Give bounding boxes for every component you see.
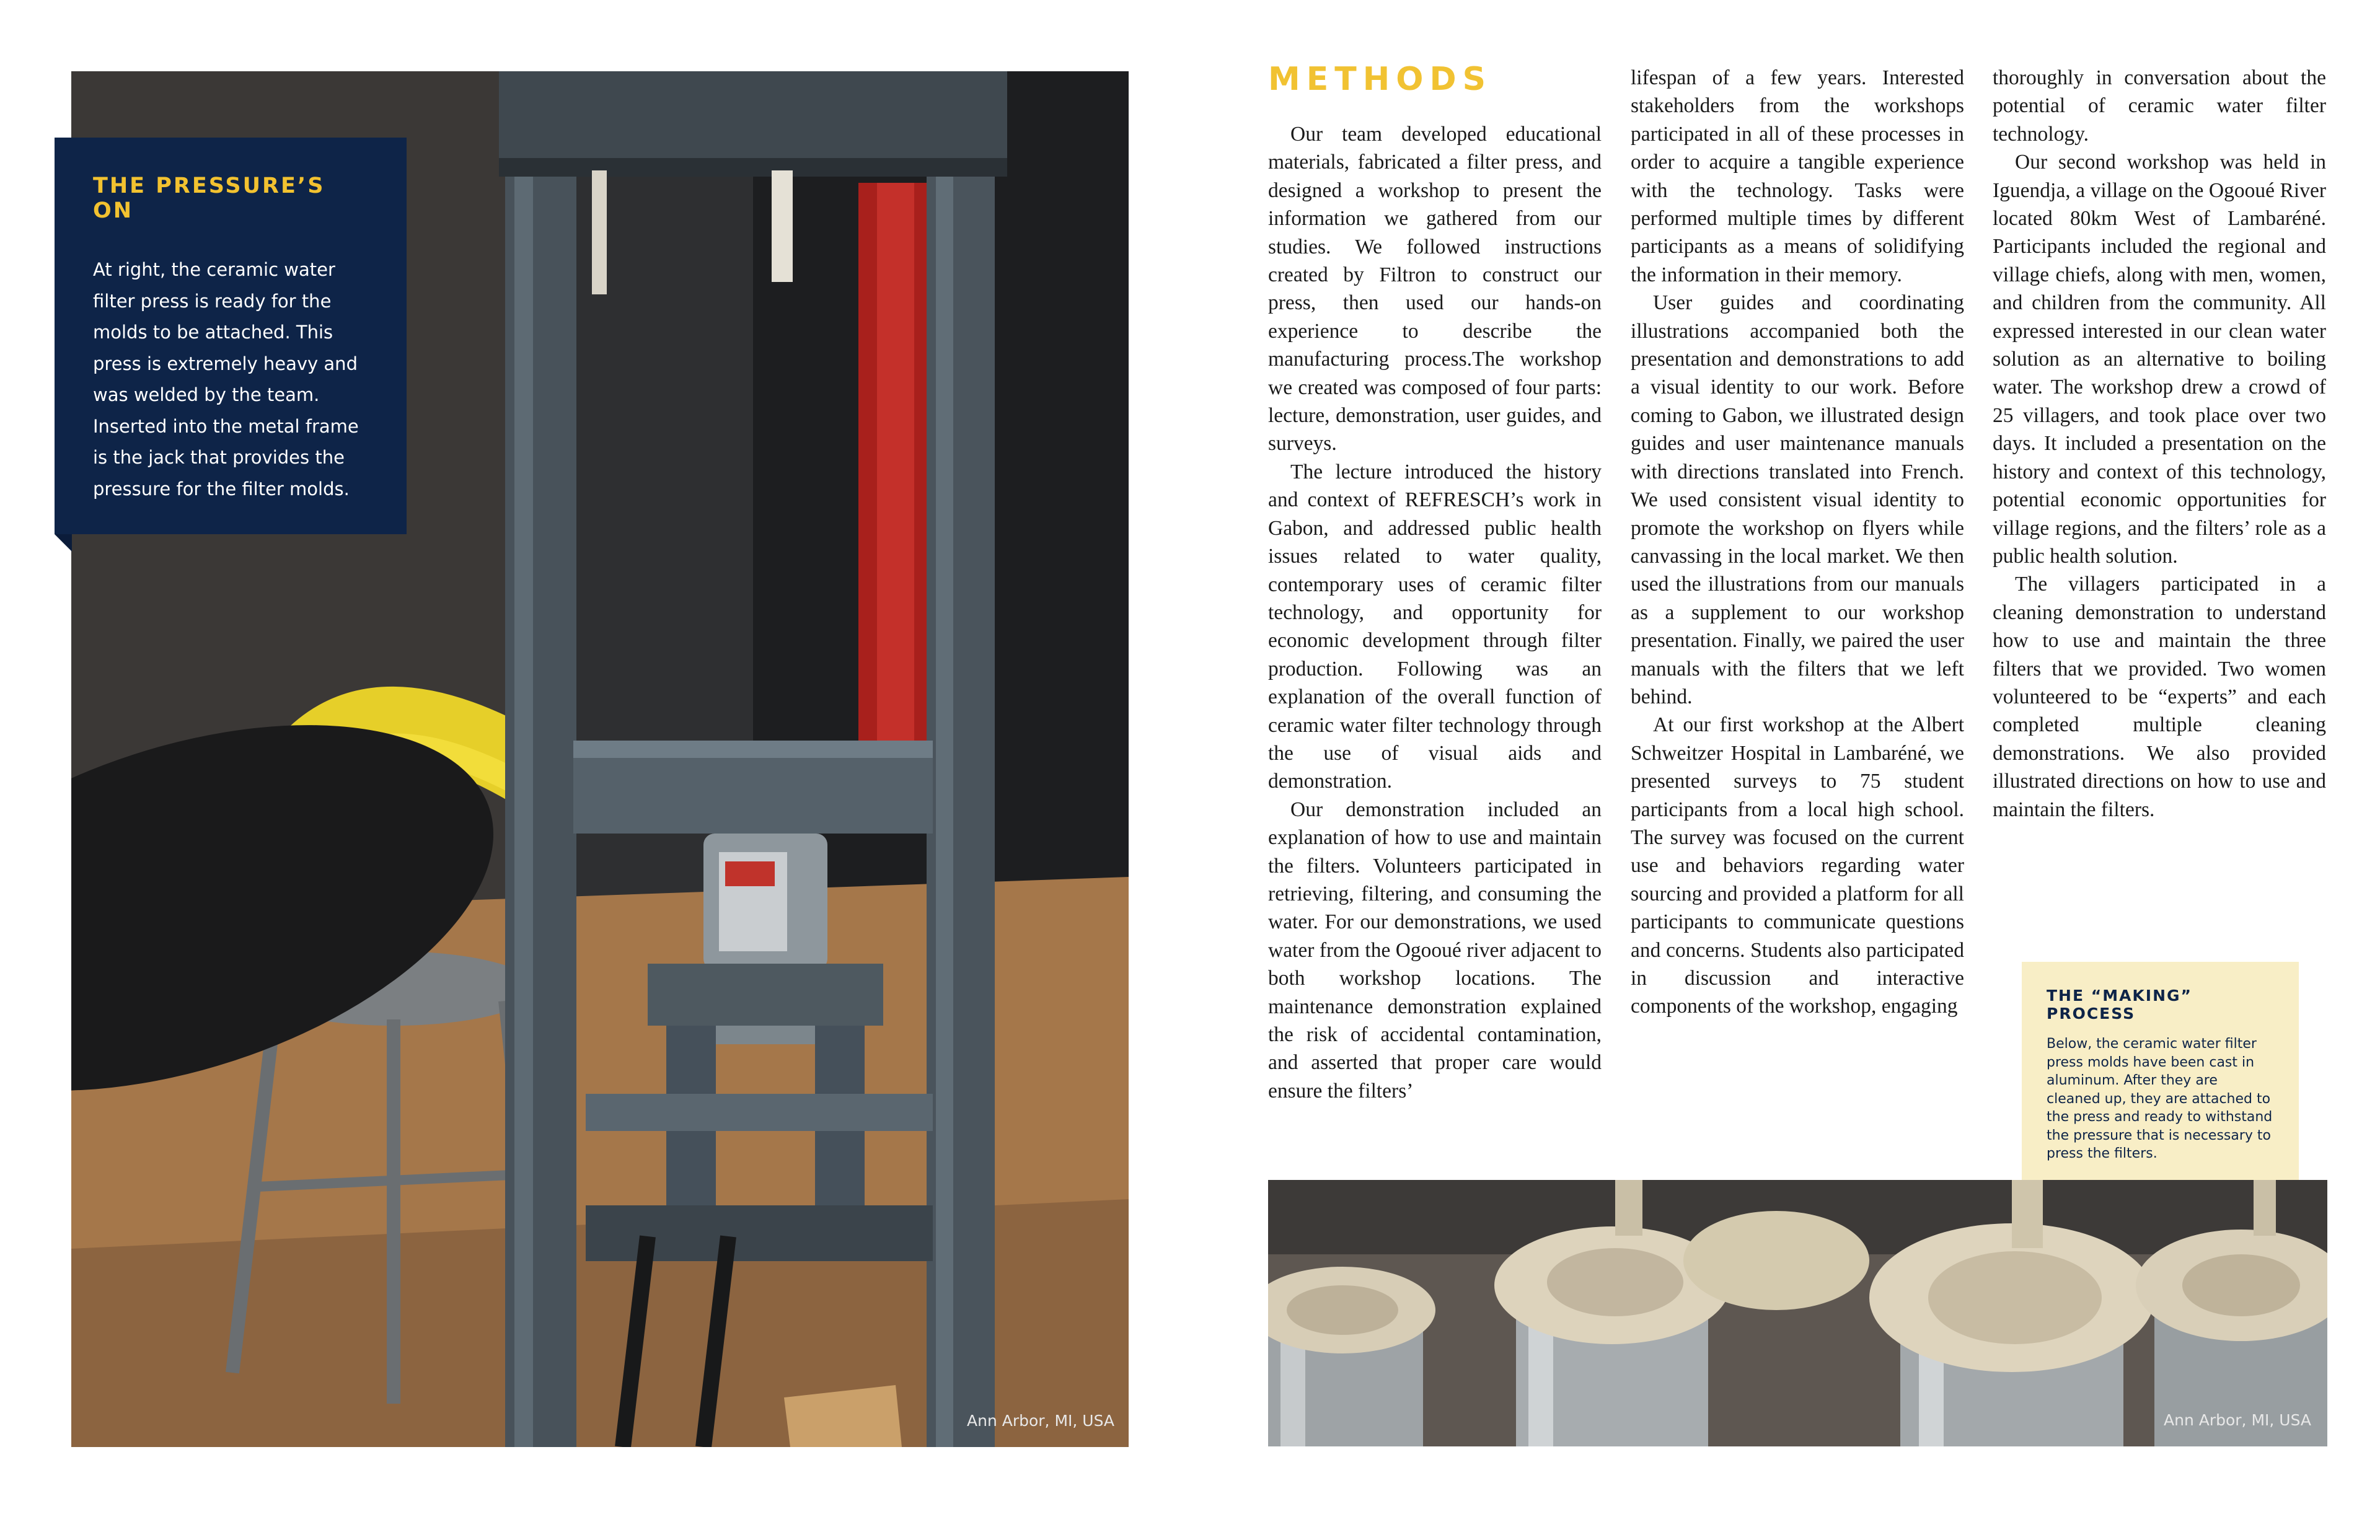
paragraph: Our second workshop was held in Iguendja, a village on the Ogooué River located 80km West of Lambaréné. Participants included the regional and village chiefs, along with men, women, and children from the community. All expressed interested in our clean water solution as an alternative to boiling water. The workshop drew a crowd of 25 villagers, and took place over two days. It included a presentation on the history and context of this technology, potential economic opportunities for village regions, and the filters’ role as a public health solution. bbox=[1993, 151, 2326, 568]
paragraph: The villagers participated in a cleaning demonstration to understand how to use and maintain the three filters that we provided. Two women volunteered to be “experts” and each completed multiple cleaning demonstrations. We also provided illustrated directions on how to use and maintain the filters. bbox=[1993, 573, 2326, 821]
making-process-box bbox=[2022, 962, 2299, 1181]
paragraph: Our demonstration included an explanation of how to use and maintain the filters. Volunteers participated in retrieving, filtering, and consuming the water. For our demonstrations, we used water from the Ogooué river adjacent to both workshop locations. The maintenance demonstration explained the risk of accidental contamination, and asserted that proper care would ensure the filters’ bbox=[1268, 798, 1602, 1102]
methods-heading: METHODS bbox=[1268, 61, 1492, 98]
sidebar-body: At right, the ceramic water filter press is ready for the molds to be attached. This press is extremely heavy and was welded by the team. Inserted into the metal frame is the jack that provides the pressure for the filter molds. bbox=[93, 259, 359, 499]
methods-column-3 bbox=[1993, 64, 2326, 824]
paragraph: lifespan of a few years. Interested stakeholders from the workshops participated in all of these processes in order to acquire a tangible experience with the technology. Tasks were performed multiple times by different participants as a means of solidifying the information in their memory. bbox=[1631, 66, 1964, 286]
paragraph: User guides and coordinating illustrations accompanied both the presentation and demonstrations to add a visual identity to our work. Before coming to Gabon, we illustrated design guides and user maintenance manuals with directions translated into French. We used consistent visual identity to promote the workshop on flyers while canvassing in the local market. We then used the illustrations from our manuals as a supplement to our workshop presentation. Finally, we paired the user manuals with the filters that we left behind. bbox=[1631, 291, 1964, 708]
sidebar-title: THE PRESSURE’S ON bbox=[93, 174, 325, 223]
filter-molds-photo bbox=[1268, 1180, 2327, 1446]
paragraph: Our team developed educational materials, fabricated a filter press, and designed a workshop to present the information we gathered from our studies. We followed instructions created by Filtron to construct our press, then used our hands-on experience to describe the manufacturing process.The workshop we created was composed of four parts: lecture, demonstration, user guides, and surveys. bbox=[1268, 123, 1602, 455]
pressure-sidebar bbox=[55, 138, 407, 534]
methods-column-1 bbox=[1268, 120, 1602, 1105]
making-process-title: THE “MAKING” PROCESS bbox=[2047, 987, 2192, 1023]
methods-column-2 bbox=[1631, 64, 1964, 1021]
photo-credit: Ann Arbor, MI, USA bbox=[2164, 1411, 2312, 1429]
photo-credit: Ann Arbor, MI, USA bbox=[967, 1412, 1115, 1430]
paragraph: At our first workshop at the Albert Schweitzer Hospital in Lambaréné, we presented surveys to 75 student participants from a local high school. The survey was focused on the current use and behaviors regarding water sourcing and provided a platform for all participants to communicate questions and concerns. Students also participated in discussion and interactive components of the workshop, engaging bbox=[1631, 713, 1964, 1018]
paragraph: thoroughly in conversation about the potential of ceramic water filter technology. bbox=[1993, 66, 2326, 146]
sidebar-fold-shadow bbox=[55, 534, 72, 552]
making-process-body: Below, the ceramic water filter press molds have been cast in aluminum. After they are cleaned up, they are attached to the press and ready to withstand the pressure that is necessary to press the filters. bbox=[2047, 1036, 2273, 1161]
paragraph: The lecture introduced the history and context of REFRESCH’s work in Gabon, and addressed public health issues related to water quality, contemporary uses of ceramic filter technology, and opportunity for economic development through filter production. Following was an explanation of the overall function of ceramic water filter technology through the use of visual aids and demonstration. bbox=[1268, 460, 1602, 793]
